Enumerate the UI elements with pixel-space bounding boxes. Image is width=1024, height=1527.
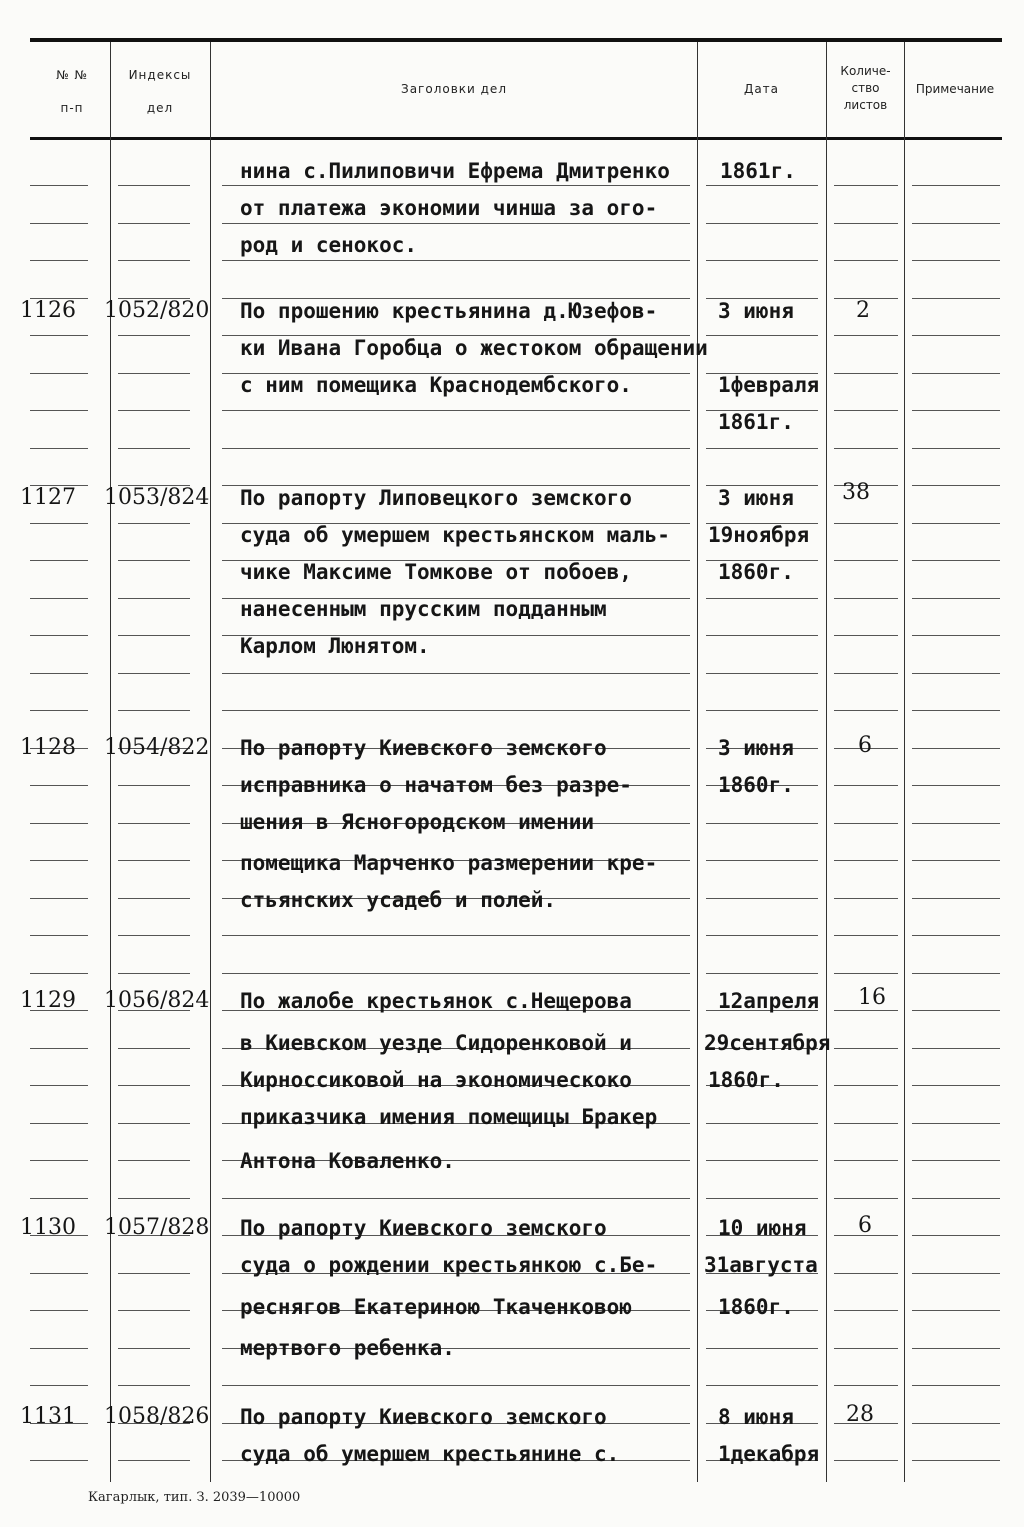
record-count: 2	[856, 298, 870, 323]
ruled-line	[834, 785, 898, 786]
record-date-line: 1февраля	[718, 373, 820, 397]
ruled-line	[834, 1048, 898, 1049]
ruled-line	[30, 860, 88, 861]
ruled-line	[30, 1160, 88, 1161]
ruled-line	[706, 335, 818, 336]
ruled-line	[30, 185, 88, 186]
record-title-line: Карлом Люнятом.	[240, 634, 430, 658]
record-date-line: 8 июня	[718, 1405, 794, 1429]
record-title-line: чике Максиме Томкове от побоев,	[240, 560, 632, 584]
ruled-line	[706, 635, 818, 636]
ruled-line	[118, 1310, 190, 1311]
record-title-line: нанесенным прусским подданным	[240, 597, 607, 621]
record-title-line: Кирноссиковой на экономическоко	[240, 1068, 632, 1092]
ruled-line	[912, 410, 1000, 411]
ruled-line	[912, 598, 1000, 599]
ruled-line	[118, 335, 190, 336]
ruled-line	[834, 673, 898, 674]
ruled-line	[118, 1048, 190, 1049]
record-index: 1056/824	[104, 988, 210, 1013]
record-index: 1052/820	[104, 298, 210, 323]
ruled-line	[912, 785, 1000, 786]
column-divider	[904, 42, 905, 1482]
cont-title-line: род и сенокос.	[240, 233, 418, 257]
ruled-line	[118, 1198, 190, 1199]
record-count: 28	[846, 1402, 874, 1427]
ruled-line	[912, 1423, 1000, 1424]
ruled-line	[222, 448, 690, 449]
ruled-line	[118, 1160, 190, 1161]
ruled-line	[706, 1160, 818, 1161]
ruled-line	[912, 1123, 1000, 1124]
ruled-line	[118, 710, 190, 711]
ruled-line	[706, 935, 818, 936]
ruled-line	[912, 898, 1000, 899]
ruled-line	[30, 785, 88, 786]
record-num: 1131	[20, 1404, 76, 1429]
ruled-line	[30, 598, 88, 599]
ruled-line	[118, 260, 190, 261]
ruled-line	[118, 823, 190, 824]
record-title-line: мертвого ребенка.	[240, 1336, 455, 1360]
ruled-line	[912, 748, 1000, 749]
record-title-line: По рапорту Киевского земского	[240, 736, 607, 760]
ruled-line	[118, 448, 190, 449]
ruled-line	[834, 560, 898, 561]
ruled-line	[912, 1273, 1000, 1274]
record-count: 16	[858, 985, 886, 1010]
record-date-line: 3 июня	[718, 736, 794, 760]
ruled-line	[834, 373, 898, 374]
record-title-line: суда о рождении крестьянкою с.Бе-	[240, 1253, 658, 1277]
ruled-line	[706, 823, 818, 824]
record-date-line: 1860г.	[718, 560, 794, 584]
ruled-line	[912, 1310, 1000, 1311]
ruled-line	[834, 1123, 898, 1124]
record-title-line: Антона Коваленко.	[240, 1149, 455, 1173]
record-title-line: стьянских усадеб и полей.	[240, 888, 557, 912]
ruled-line	[912, 823, 1000, 824]
ruled-line	[118, 785, 190, 786]
ruled-line	[118, 635, 190, 636]
ruled-line	[30, 935, 88, 936]
ruled-line	[912, 1048, 1000, 1049]
ruled-line	[834, 448, 898, 449]
record-date-line: 1860г.	[718, 1295, 794, 1319]
record-title-line: По прошению крестьянина д.Юзефов-	[240, 299, 658, 323]
ruled-line	[118, 1348, 190, 1349]
ruled-line	[912, 223, 1000, 224]
ruled-line	[912, 710, 1000, 711]
ruled-line	[834, 260, 898, 261]
ruled-line	[30, 260, 88, 261]
ruled-line	[912, 298, 1000, 299]
ruled-line	[834, 898, 898, 899]
record-title-line: в Киевском уезде Сидоренковой и	[240, 1031, 632, 1055]
ruled-line	[912, 523, 1000, 524]
ruled-line	[834, 635, 898, 636]
ruled-line	[912, 1160, 1000, 1161]
record-num: 1129	[20, 988, 76, 1013]
ruled-line	[30, 1085, 88, 1086]
ruled-line	[912, 335, 1000, 336]
ruled-line	[222, 223, 690, 224]
ruled-line	[118, 373, 190, 374]
ruled-line	[912, 860, 1000, 861]
ruled-line	[118, 1460, 190, 1461]
ruled-line	[834, 860, 898, 861]
record-title-line: шения в Ясногородском имении	[240, 810, 595, 834]
ruled-line	[30, 1048, 88, 1049]
ruled-line	[912, 1348, 1000, 1349]
ruled-line	[912, 185, 1000, 186]
ruled-line	[30, 1460, 88, 1461]
record-index: 1058/826	[104, 1404, 210, 1429]
ruled-line	[834, 1385, 898, 1386]
ruled-line	[30, 898, 88, 899]
ruled-line	[912, 1460, 1000, 1461]
column-divider	[210, 42, 211, 1482]
ruled-line	[30, 1310, 88, 1311]
column-divider	[826, 42, 827, 1482]
ruled-line	[834, 823, 898, 824]
ruled-line	[118, 673, 190, 674]
top-rule	[30, 38, 1002, 42]
record-date-line: 19ноября	[708, 523, 810, 547]
ruled-line	[706, 710, 818, 711]
record-title-line: приказчика имения помещицы Бракер	[240, 1105, 658, 1129]
record-title-line: с ним помещика Краснодембского.	[240, 373, 632, 397]
record-date-line: 1860г.	[708, 1068, 784, 1092]
header-note: Примечание	[915, 82, 995, 96]
record-date-line: 31августа	[704, 1253, 818, 1277]
header-title: Заголовки дел	[401, 82, 507, 96]
ruled-line	[706, 223, 818, 224]
record-date-line: 10 июня	[718, 1216, 807, 1240]
ruled-line	[222, 185, 690, 186]
record-title-line: По жалобе крестьянок с.Нещерова	[240, 989, 632, 1013]
record-date-line: 3 июня	[718, 299, 794, 323]
record-num: 1130	[20, 1215, 76, 1240]
ruled-line	[30, 823, 88, 824]
ruled-line	[30, 673, 88, 674]
column-divider	[110, 42, 111, 1482]
record-title-line: суда об умершем крестьянском маль-	[240, 523, 670, 547]
ruled-line	[834, 1198, 898, 1199]
cont-title-line: от платежа экономии чинша за ого-	[240, 196, 658, 220]
ruled-line	[706, 260, 818, 261]
record-date-line: 1декабря	[718, 1442, 820, 1466]
record-title-line: реснягов Екатериною Ткаченковою	[240, 1295, 632, 1319]
ruled-line	[912, 260, 1000, 261]
ruled-line	[912, 973, 1000, 974]
ruled-line	[834, 410, 898, 411]
ruled-line	[222, 935, 690, 936]
ruled-line	[118, 1385, 190, 1386]
ruled-line	[706, 973, 818, 974]
record-num: 1128	[20, 735, 76, 760]
ruled-line	[706, 673, 818, 674]
header-rule	[30, 137, 1002, 140]
record-title-line: По рапорту Киевского земского	[240, 1216, 607, 1240]
ruled-line	[834, 1085, 898, 1086]
header-num: № № п-п	[56, 68, 88, 115]
record-title-line: По рапорту Липовецкого земского	[240, 486, 632, 510]
ruled-line	[222, 673, 690, 674]
ruled-line	[912, 935, 1000, 936]
ruled-line	[834, 710, 898, 711]
ruled-line	[834, 935, 898, 936]
record-title-line: По рапорту Киевского земского	[240, 1405, 607, 1429]
ruled-line	[118, 935, 190, 936]
ruled-line	[706, 1198, 818, 1199]
ruled-line	[912, 1385, 1000, 1386]
ruled-line	[30, 1273, 88, 1274]
record-index: 1053/824	[104, 485, 210, 510]
ruled-line	[118, 1123, 190, 1124]
column-divider	[697, 42, 698, 1482]
header-date: Дата	[743, 82, 780, 96]
ruled-line	[118, 598, 190, 599]
ruled-line	[706, 185, 818, 186]
record-num: 1127	[20, 485, 76, 510]
ruled-line	[118, 410, 190, 411]
ruled-line	[222, 260, 690, 261]
record-count: 6	[858, 1213, 872, 1238]
record-title-line: ки Ивана Горобца о жестоком обращении	[240, 336, 708, 360]
ruled-line	[30, 635, 88, 636]
ruled-line	[912, 1198, 1000, 1199]
ruled-line	[706, 898, 818, 899]
ruled-line	[118, 1085, 190, 1086]
header-index: Индексы дел	[128, 68, 192, 115]
ruled-line	[118, 898, 190, 899]
ruled-line	[30, 410, 88, 411]
ruled-line	[834, 1310, 898, 1311]
record-date-line: 1860г.	[718, 773, 794, 797]
header-count: Количе- ство листов	[840, 64, 891, 112]
printer-imprint: Кагарлык, тип. З. 2039—10000	[88, 1490, 301, 1505]
cont-title-line: нина с.Пилиповичи Ефрема Дмитренко	[240, 159, 670, 183]
ruled-line	[222, 1198, 690, 1199]
ruled-line	[834, 973, 898, 974]
ruled-line	[30, 523, 88, 524]
ruled-line	[834, 523, 898, 524]
ruled-line	[30, 448, 88, 449]
ruled-line	[706, 598, 818, 599]
ruled-line	[834, 598, 898, 599]
record-num: 1126	[20, 298, 76, 323]
record-index: 1054/822	[104, 735, 210, 760]
record-count: 38	[842, 480, 870, 505]
ruled-line	[706, 860, 818, 861]
ruled-line	[118, 523, 190, 524]
ruled-line	[30, 1198, 88, 1199]
ruled-line	[118, 973, 190, 974]
ruled-line	[912, 1235, 1000, 1236]
ruled-line	[834, 1273, 898, 1274]
ruled-line	[912, 448, 1000, 449]
record-date-line: 12апреля	[718, 989, 820, 1013]
ruled-line	[30, 1385, 88, 1386]
ruled-line	[912, 635, 1000, 636]
ruled-line	[912, 373, 1000, 374]
record-title-line: исправника о начатом без разре-	[240, 773, 632, 797]
record-title-line: суда об умершем крестьянине с.	[240, 1442, 620, 1466]
ruled-line	[118, 860, 190, 861]
ruled-line	[834, 185, 898, 186]
ruled-line	[30, 373, 88, 374]
ruled-line	[118, 560, 190, 561]
record-title-line: помещика Марченко размерении кре-	[240, 851, 658, 875]
ruled-line	[222, 973, 690, 974]
ruled-line	[912, 1010, 1000, 1011]
ruled-line	[30, 223, 88, 224]
ruled-line	[834, 1460, 898, 1461]
ruled-line	[912, 560, 1000, 561]
ruled-line	[912, 673, 1000, 674]
ruled-line	[118, 223, 190, 224]
record-index: 1057/828	[104, 1215, 210, 1240]
ruled-line	[30, 560, 88, 561]
ruled-line	[834, 335, 898, 336]
ruled-line	[912, 485, 1000, 486]
ruled-line	[834, 223, 898, 224]
ruled-line	[30, 973, 88, 974]
ruled-line	[222, 710, 690, 711]
ruled-line	[912, 1085, 1000, 1086]
ruled-line	[834, 1348, 898, 1349]
record-count: 6	[858, 733, 872, 758]
ruled-line	[834, 1160, 898, 1161]
cont-date: 1861г.	[720, 159, 796, 183]
ruled-line	[30, 1123, 88, 1124]
record-date-line: 3 июня	[718, 486, 794, 510]
ruled-line	[118, 1273, 190, 1274]
ruled-line	[118, 185, 190, 186]
ruled-line	[222, 410, 690, 411]
ruled-line	[706, 1123, 818, 1124]
ruled-line	[30, 335, 88, 336]
ruled-line	[706, 1348, 818, 1349]
ruled-line	[30, 710, 88, 711]
ruled-line	[30, 1348, 88, 1349]
ruled-line	[706, 448, 818, 449]
record-date-line: 1861г.	[718, 410, 794, 434]
ruled-line	[222, 1385, 690, 1386]
record-date-line: 29сентября	[704, 1031, 831, 1055]
ruled-line	[706, 1385, 818, 1386]
